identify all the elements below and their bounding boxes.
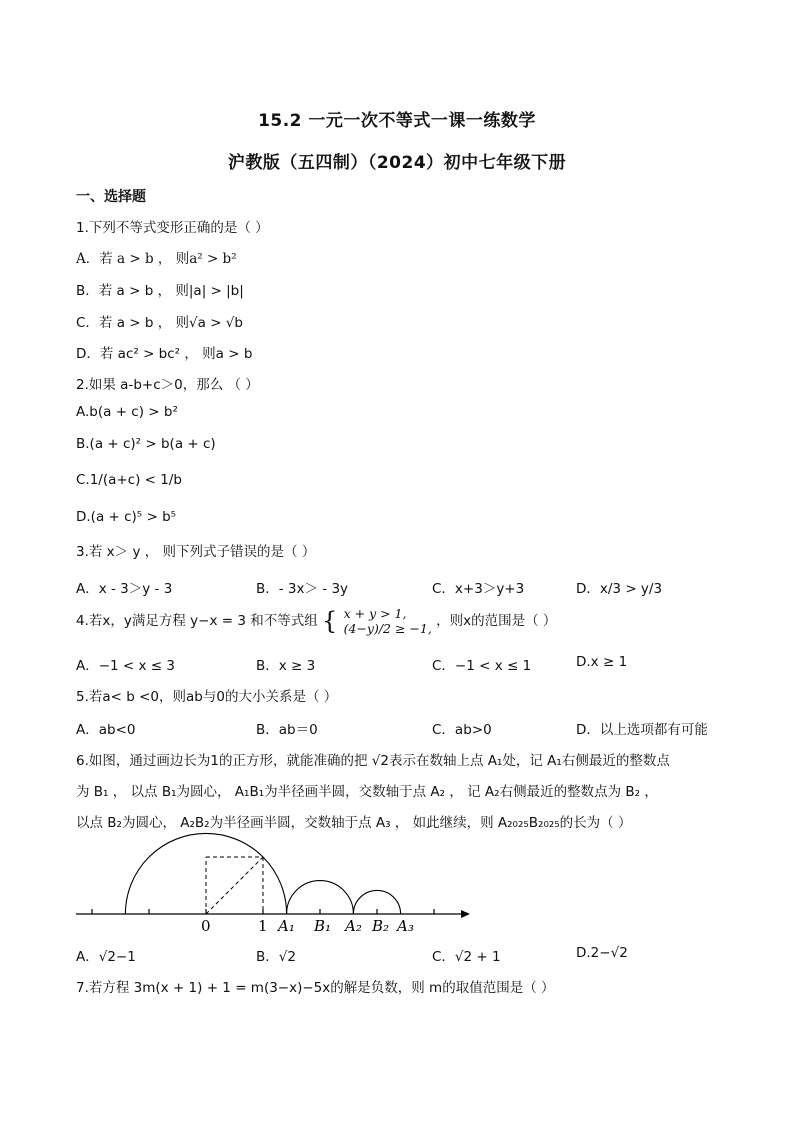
question-3-stem: 3.若 x＞ y ， 则下列式子错误的是（ ） <box>76 544 316 560</box>
section-heading: 一、选择题 <box>76 189 146 205</box>
question-6-option-c: C．√2 + 1 <box>432 949 501 965</box>
question-3-option-b: B．- 3x＞ - 3y <box>256 581 349 597</box>
question-4-option-b: B．x ≥ 3 <box>256 658 316 674</box>
question-5-option-a: A．ab<0 <box>76 722 136 738</box>
number-line-figure <box>0 830 794 940</box>
label-one: 1 <box>258 917 268 935</box>
question-6-stem-line-1: 6.如图，通过画边长为1的正方形，就能准确的把 √2表示在数轴上点 A₁处，记 A₁右侧最近的整数点 <box>76 753 670 769</box>
question-5-stem: 5.若a< b <0，则ab与0的大小关系是（ ） <box>76 689 338 705</box>
question-4-option-a: A．−1 < x ≤ 3 <box>76 658 176 674</box>
question-5-option-d: D．以上选项都有可能 <box>576 722 708 738</box>
question-6-stem-line-2: 为 B₁ ， 以点 B₁为圆心， A₁B₁为半径画半圆，交数轴于点 A₂ ， 记 A₂右侧最近的整数点为 B₂ ， <box>76 784 658 800</box>
label-a3: A₃ <box>397 917 414 935</box>
question-5-option-b: B．ab＝0 <box>256 722 318 738</box>
question-6-stem-line-3: 以点 B₂为圆心， A₂B₂为半径画半圆，交数轴于点 A₃ ， 如此继续，则 A₂₀₂₅B₂₀₂₅的长为（ ） <box>76 815 632 831</box>
inequality-system <box>344 606 432 636</box>
question-2-option-a: A.b(a + c) > b² <box>76 404 178 420</box>
system-line-2: (4−y)/2 ≥ −1, <box>343 621 432 636</box>
label-b2: B₂ <box>372 917 390 935</box>
question-6-option-d: D.2−√2 <box>576 945 628 961</box>
question-1-option-b: B．若 a > b ， 则|a| > |b| <box>76 283 244 299</box>
semicircle-radius-sqrt2 <box>125 833 286 914</box>
square-diagonal <box>206 857 263 914</box>
question-2-option-b: B.(a + c)² > b(a + c) <box>76 436 216 452</box>
semicircle-center-b1 <box>287 881 354 914</box>
question-3-option-d: D．x/3 > y/3 <box>576 581 663 597</box>
question-4-stem-start: 4.若x，y满足方程 y−x = 3 和不等式组 <box>76 613 318 629</box>
label-a2: A₂ <box>345 917 362 935</box>
question-1-option-c: C．若 a > b ， 则√a > √b <box>76 315 243 331</box>
label-b1: B₁ <box>314 917 332 935</box>
system-brace: { <box>322 607 338 635</box>
system-line-1: x + y > 1, <box>343 606 407 621</box>
question-2-stem: 2.如果 a-b+c＞0，那么 （ ） <box>76 377 259 393</box>
question-4-stem-end: ，则x的范围是（ ） <box>436 613 557 629</box>
label-a1: A₁ <box>278 917 295 935</box>
question-3-option-c: C．x+3＞y+3 <box>432 581 525 597</box>
question-3-option-a: A．x - 3＞y - 3 <box>76 581 173 597</box>
question-4-option-c: C．−1 < x ≤ 1 <box>432 658 532 674</box>
question-1-option-d: D．若 ac² > bc² ， 则a > b <box>76 346 253 362</box>
question-1-stem: 1.下列不等式变形正确的是（ ） <box>76 220 269 236</box>
unit-square <box>206 857 263 914</box>
question-6-option-a: A．√2−1 <box>76 949 136 965</box>
question-4-option-d: D.x ≥ 1 <box>576 654 628 670</box>
question-2-option-c: C.1/(a+c) < 1/b <box>76 472 182 488</box>
question-2-option-d: D.(a + c)⁵ > b⁵ <box>76 509 177 525</box>
question-1-option-a: A．若 a > b ， 则a² > b² <box>76 251 237 267</box>
document-title: 15.2 一元一次不等式一课一练数学 <box>258 111 536 131</box>
question-5-option-c: C．ab>0 <box>432 722 492 738</box>
label-zero: 0 <box>201 917 211 935</box>
question-6-option-b: B．√2 <box>256 949 296 965</box>
question-7-stem: 7.若方程 3m(x + 1) + 1 = m(3−x)−5x的解是负数，则 m的取值范围是（ ） <box>76 980 555 996</box>
question-4-stem <box>76 606 556 636</box>
document-subtitle: 沪教版（五四制）（2024）初中七年级下册 <box>227 153 567 173</box>
axis-arrow <box>461 910 470 918</box>
